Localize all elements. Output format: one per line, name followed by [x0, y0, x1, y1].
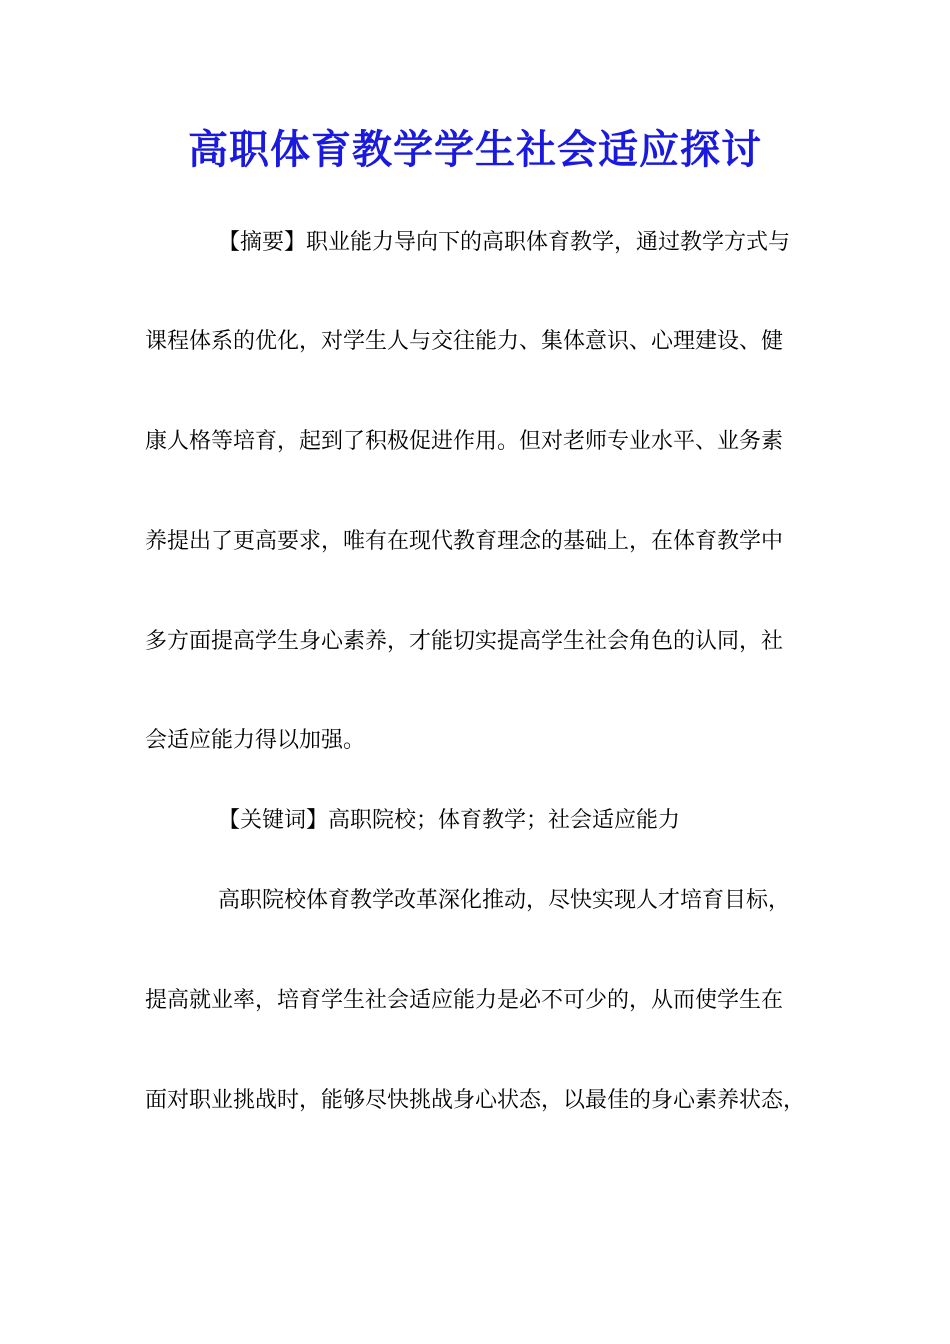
body-line: 高职院校体育教学改革深化推动，尽快实现人才培育目标，: [218, 888, 791, 913]
body-line: 面对职业挑战时，能够尽快挑战身心状态，以最佳的身心素养状态，: [145, 1088, 806, 1113]
abstract-line: 多方面提高学生身心素养，才能切实提高学生社会角色的认同，社: [145, 629, 784, 654]
abstract-line: 康人格等培育，起到了积极促进作用。但对老师专业水平、业务素: [145, 429, 784, 454]
body-line: 提高就业率，培育学生社会适应能力是必不可少的，从而使学生在: [145, 988, 784, 1013]
abstract-line: 养提出了更高要求，唯有在现代教育理念的基础上，在体育教学中: [145, 529, 784, 554]
abstract-line: 【摘要】职业能力导向下的高职体育教学，通过教学方式与: [218, 230, 791, 255]
keywords-line: 【关键词】高职院校；体育教学；社会适应能力: [218, 808, 681, 833]
abstract-line: 课程体系的优化，对学生人与交往能力、集体意识、心理建设、健: [145, 329, 784, 354]
abstract-line: 会适应能力得以加强。: [145, 728, 366, 753]
document-title: 高职体育教学学生社会适应探讨: [188, 126, 762, 173]
